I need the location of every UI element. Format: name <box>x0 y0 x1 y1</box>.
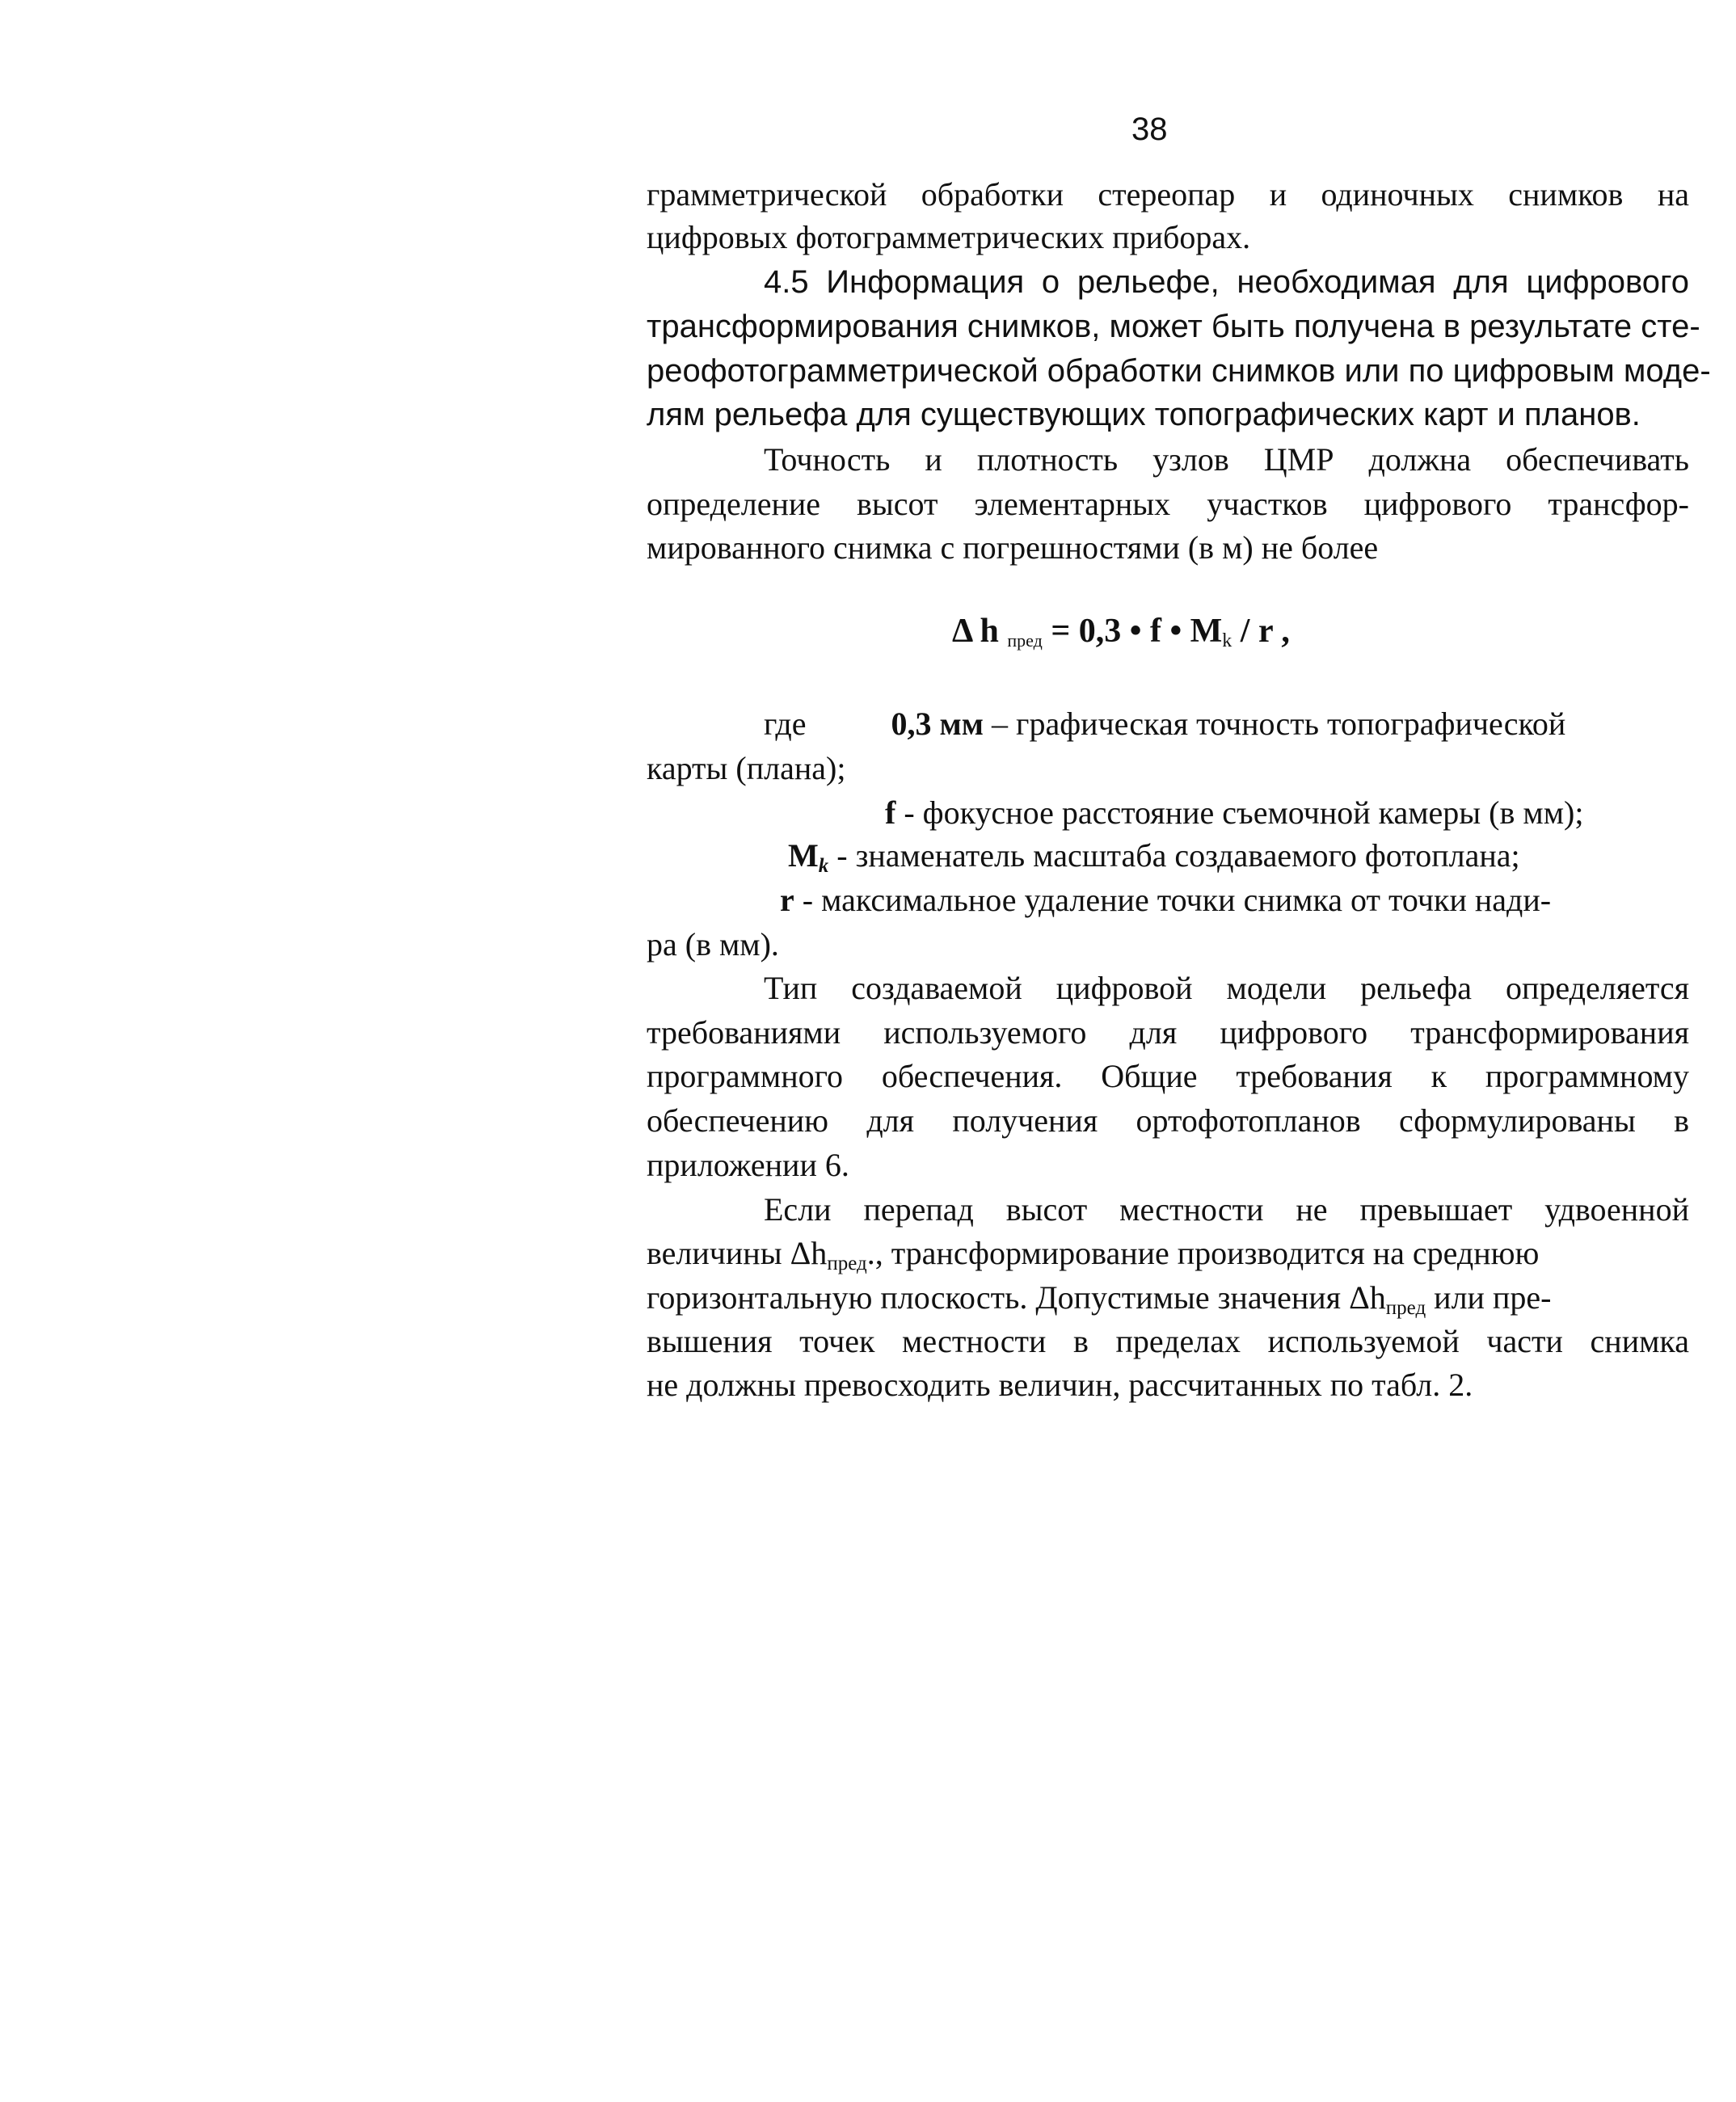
formula-delta-h: Δ h <box>952 613 999 650</box>
term-r-description: - максимальное удаление точки снимка от точки нади- <box>802 882 1552 918</box>
term-r: r <box>780 882 794 918</box>
term-mk-description: - знаменатель масштаба создаваемого фотоплана; <box>836 837 1520 874</box>
definition-line-r <box>780 879 1689 921</box>
definition-line <box>764 703 1689 745</box>
text-segment: горизонтальную плоскость. Допустимые значения Δh <box>647 1279 1386 1316</box>
text-line: обеспечению для получения ортофотопланов сформулированы в <box>647 1102 1689 1139</box>
text-line: грамметрической обработки стереопар и одиночных снимков на <box>647 176 1689 213</box>
text-line: Тип создаваемой цифровой модели рельефа определяется <box>764 970 1689 1006</box>
text-line: вышения точек местности в пределах используемой части снимка <box>647 1323 1689 1359</box>
text-line: требованиями используемого для цифрового трансформирования <box>647 1014 1689 1051</box>
delta-h-subscript: пред <box>827 1253 867 1274</box>
text-line: программного обеспечения. Общие требования к программному <box>647 1058 1689 1094</box>
formula-body: = 0,3 • f • M <box>1051 613 1223 650</box>
term-f: f <box>885 794 896 831</box>
term-f-description: - фокусное расстояние съемочной камеры (в мм); <box>904 794 1584 831</box>
text-line: реофотограмметрической обработки снимков или по цифровым моде- <box>647 353 1711 389</box>
term-m-subscript: k <box>818 855 829 877</box>
formula-k-subscript: k <box>1222 630 1232 651</box>
formula-subscript: пред <box>1007 630 1043 651</box>
text-segment: величины Δh <box>647 1235 828 1271</box>
text-line: лям рельефа для существующих топографических карт и планов. <box>647 397 1641 432</box>
term-description: – графическая точность топографической <box>992 706 1566 742</box>
text-line: Точность и плотность узлов ЦМР должна обеспечивать <box>764 441 1689 478</box>
text-segment: ., трансформирование производится на среднюю <box>866 1235 1540 1271</box>
formula-tail: / r , <box>1240 613 1290 650</box>
term-0-3-mm: 0,3 мм <box>891 706 984 742</box>
page-number: 38 <box>1131 112 1168 147</box>
text-segment: или пре- <box>1426 1279 1552 1316</box>
text-line: приложении 6. <box>647 1147 849 1183</box>
text-line: цифровых фотограмметрических приборах. <box>647 219 1251 255</box>
definition-line-f <box>885 792 1689 834</box>
text-line: Если перепад высот местности не превышает удвоенной <box>764 1191 1689 1228</box>
formula <box>952 610 1290 662</box>
text-line: карты (плана); <box>647 750 846 786</box>
text-line: не должны превосходить величин, рассчитанных по табл. 2. <box>647 1367 1473 1403</box>
text-line: трансформирования снимков, может быть получена в результате сте- <box>647 309 1700 344</box>
text-line: мированного снимка с погрешностями (в м) не более <box>647 529 1379 566</box>
delta-h-subscript: пред <box>1385 1297 1426 1319</box>
term-m: M <box>788 837 819 874</box>
text-line: определение высот элементарных участков цифрового трансфор- <box>647 486 1689 522</box>
paragraph-4-5-first-line: 4.5 Информация о рельефе, необходимая для цифрового <box>764 264 1689 300</box>
text-line: ра (в мм). <box>647 926 779 963</box>
where-word: где <box>764 706 807 742</box>
